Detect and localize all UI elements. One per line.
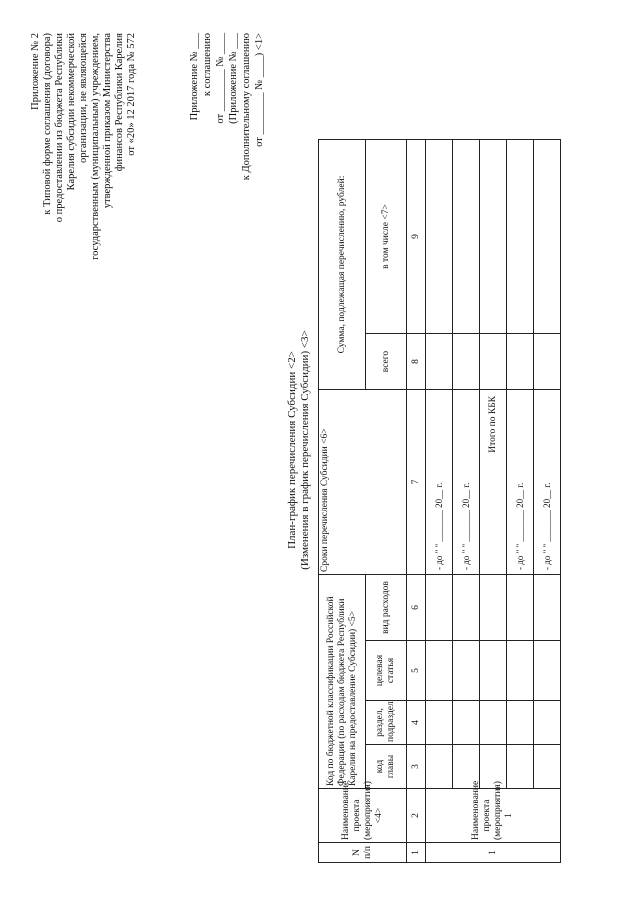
col-number: 6 <box>407 575 426 641</box>
col-header-kbk: Код по бюджетной классификации Российской Федерации (по расходам бюджета Республики Карелия на предоставление Субсидии) <5> <box>319 575 366 789</box>
sub-line: (Приложение № ___ <box>228 33 239 124</box>
cell-total <box>453 334 480 390</box>
cell-date-2: - до " " _______ 20__ г. <box>453 390 480 575</box>
cell-chapter <box>426 745 453 789</box>
sub-line: Приложение № ___ <box>189 33 200 121</box>
col-header-chapter: код главы <box>366 745 407 789</box>
title-line-2: (Изменения в график перечисления Субсидии) <3> <box>299 330 311 570</box>
col-header-expense: вид расходов <box>366 575 407 641</box>
col-number: 5 <box>407 641 426 701</box>
cell-total <box>426 334 453 390</box>
cell-expense <box>507 575 534 641</box>
sub-line: к соглашению <box>202 33 213 97</box>
column-number-row <box>407 139 426 862</box>
sub-line: от ________ № ____) <1> <box>254 33 265 147</box>
col-number: 1 <box>407 843 426 863</box>
row-project-name: Наименование проекта (мероприятия) 1 <box>426 789 561 843</box>
col-header-total: всего <box>366 334 407 390</box>
col-number: 7 <box>407 390 426 575</box>
cell-incl <box>534 139 561 333</box>
cell-expense <box>426 575 453 641</box>
col-header-sum: Сумма, подлежащая перечислению, рублей: <box>319 139 366 389</box>
cell-expense <box>453 575 480 641</box>
cell-section <box>426 701 453 745</box>
cell-incl <box>453 139 480 333</box>
table-row <box>534 139 561 862</box>
table-row-subtotal <box>480 139 507 862</box>
table-header-row <box>319 139 366 862</box>
col-number: 2 <box>407 789 426 843</box>
cell-chapter <box>534 745 561 789</box>
col-number: 4 <box>407 701 426 745</box>
title-line-1: План-график перечисления Субсидии <2> <box>286 351 298 549</box>
sub-line: от ________ № ____ <box>215 33 226 124</box>
header-line: о предоставлении из бюджета Республики <box>54 33 65 223</box>
document-title <box>286 175 312 725</box>
cell-section <box>453 701 480 745</box>
header-line: Карелия субсидии некоммерческой <box>66 33 77 191</box>
cell-date-4: - до " " _______ 20__ г. <box>534 390 561 575</box>
cell-date-1: - до " " _______ 20__ г. <box>426 390 453 575</box>
cell-incl <box>480 139 507 333</box>
cell-total <box>507 334 534 390</box>
header-line: утвержденной приказом Министерства <box>102 33 113 209</box>
cell-total <box>534 334 561 390</box>
col-header-incl: в том числе <7> <box>366 139 407 333</box>
header-line: к Типовой форме соглашения (договора) <box>42 33 53 215</box>
cell-target <box>453 641 480 701</box>
cell-subtotal-label: Итого по КБК <box>480 390 507 575</box>
schedule-table-wrap <box>318 140 569 863</box>
table-row <box>507 139 534 862</box>
sub-line: к Дополнительному соглашению <box>241 33 252 181</box>
col-header-name: Наименование проекта (мероприятия) <4> <box>319 789 407 843</box>
col-number: 8 <box>407 334 426 390</box>
header-line: Приложение № 2 <box>30 33 41 110</box>
cell-incl <box>426 139 453 333</box>
col-header-terms: Сроки перечисления Субсидии <6> <box>319 390 407 575</box>
schedule-table <box>318 139 561 863</box>
cell-target <box>480 641 507 701</box>
header-line-date: от «20» 12 2017 года № 572 <box>126 33 137 156</box>
col-header-section: раздел, подраздел <box>366 701 407 745</box>
cell-section <box>534 701 561 745</box>
appendix-header <box>30 33 138 333</box>
cell-target <box>426 641 453 701</box>
cell-target <box>507 641 534 701</box>
table-row <box>426 139 453 862</box>
cell-incl <box>507 139 534 333</box>
col-header-n: N п/п <box>319 843 407 863</box>
cell-expense <box>480 575 507 641</box>
header-line: финансов Республики Карелия <box>114 33 125 172</box>
cell-chapter <box>507 745 534 789</box>
col-header-target: целевая статья <box>366 641 407 701</box>
cell-total <box>480 334 507 390</box>
table-row <box>453 139 480 862</box>
header-line: государственным (муниципальным) учреждением, <box>90 33 101 260</box>
cell-expense <box>534 575 561 641</box>
col-number: 9 <box>407 139 426 333</box>
cell-target <box>534 641 561 701</box>
cell-date-3: - до " " _______ 20__ г. <box>507 390 534 575</box>
cell-section <box>480 701 507 745</box>
agreement-reference <box>188 33 266 249</box>
col-number: 3 <box>407 745 426 789</box>
header-line: организации, не являющейся <box>78 33 89 163</box>
cell-section <box>507 701 534 745</box>
row-number: 1 <box>426 843 561 863</box>
